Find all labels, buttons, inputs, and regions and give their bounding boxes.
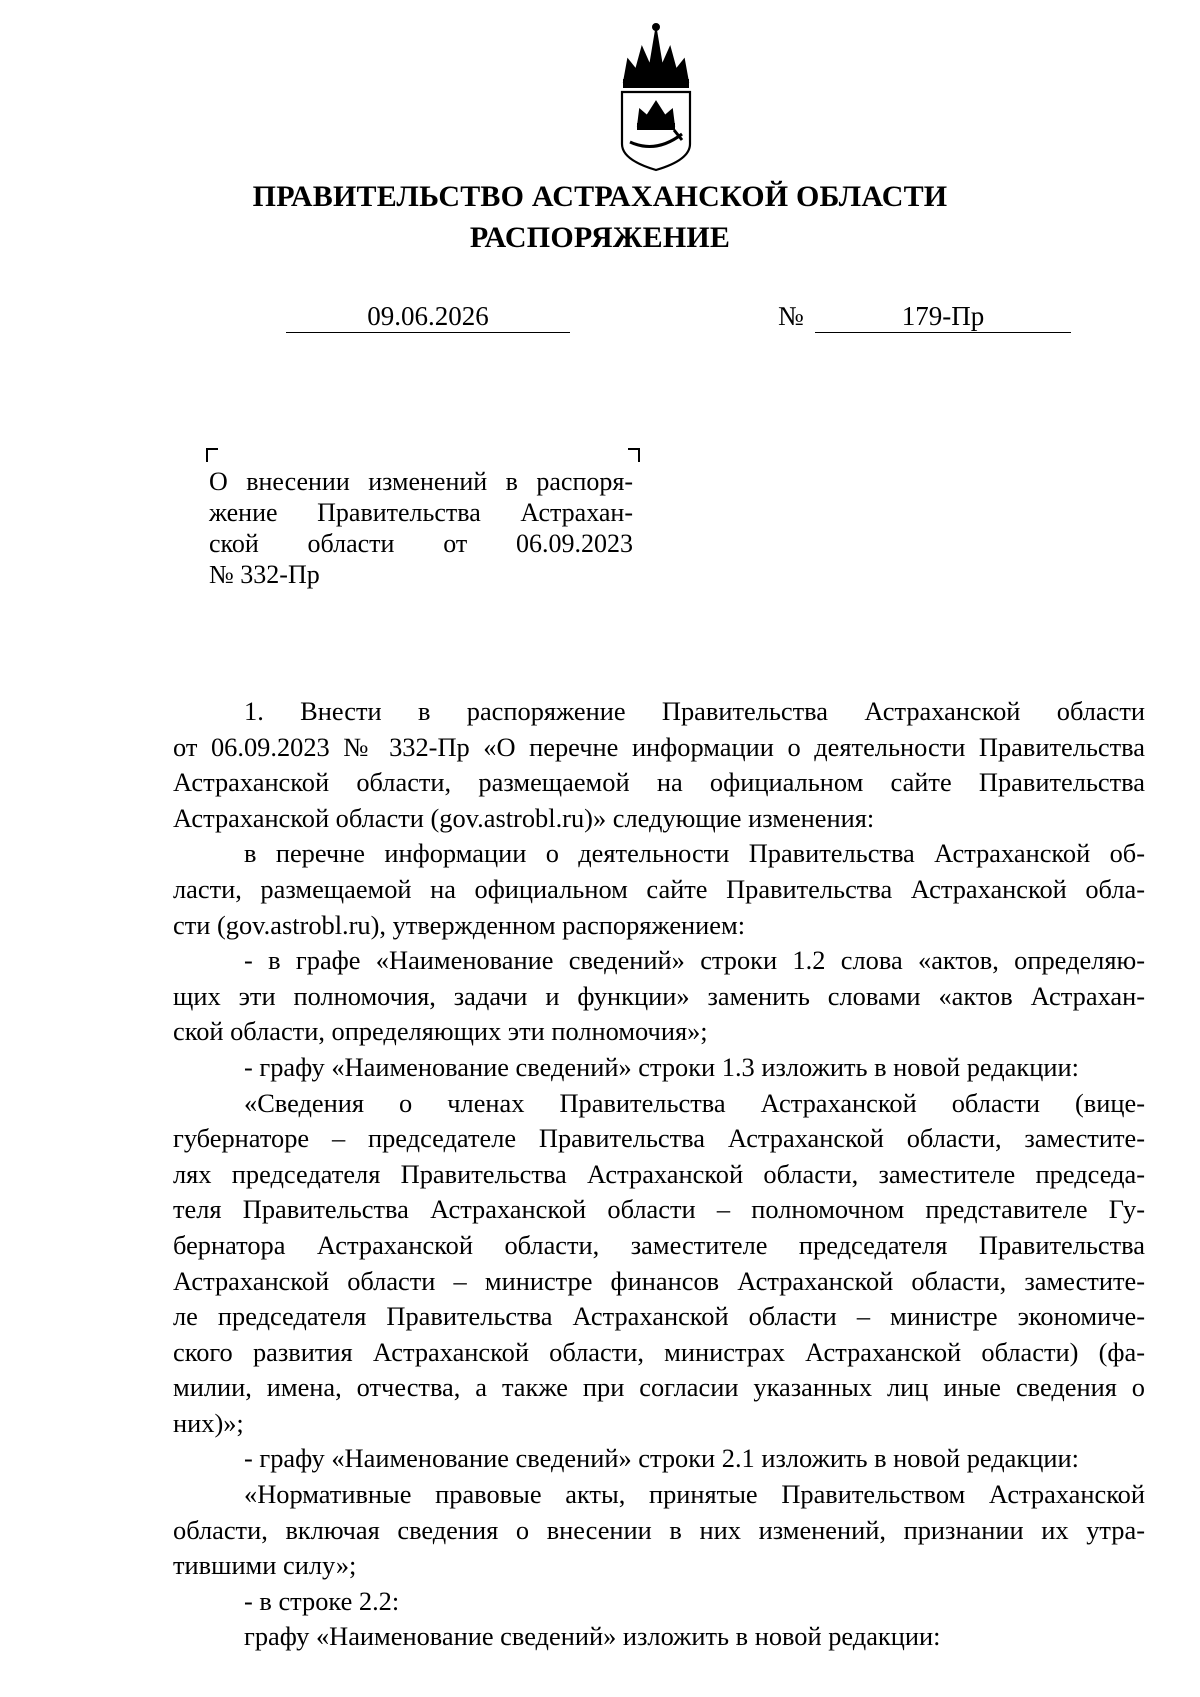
number-sign: № (778, 301, 804, 331)
document-number: 179-Пр (815, 300, 1071, 333)
body-line: сти (gov.astrobl.ru), утвержденном распоряжением: (173, 909, 746, 940)
subject-line: жение Правительства Астрахан- (209, 498, 633, 527)
body-line: теля Правительства Астраханской области – полномочном представителе Гу- (173, 1194, 1145, 1225)
subject-corner-right (628, 448, 640, 462)
body-line: графу «Наименование сведений» изложить в новой редакции: (244, 1621, 941, 1652)
body-line: Астраханской области, размещаемой на официальном сайте Правительства (173, 767, 1145, 798)
body-line: «Сведения о членах Правительства Астраханской области (вице- (244, 1087, 1145, 1118)
body-line: - графу «Наименование сведений» строки 1.3 изложить в новой редакции: (244, 1051, 1079, 1082)
body-line: - в графе «Наименование сведений» строки 1.2 слова «актов, определяю- (244, 945, 1145, 976)
body-line: области, включая сведения о внесении в них изменений, признании их утра- (173, 1514, 1145, 1545)
coat-of-arms-icon (614, 22, 698, 172)
document-type: РАСПОРЯЖЕНИЕ (469, 221, 731, 254)
body-line: ласти, размещаемой на официальном сайте Правительства Астраханской обла- (173, 873, 1145, 904)
body-line: 1. Внести в распоряжение Правительства Астраханской области (244, 696, 1145, 726)
body-line: в перечне информации о деятельности Правительства Астраханской об- (244, 838, 1145, 869)
body-line: Астраханской области (gov.astrobl.ru)» следующие изменения: (173, 802, 875, 833)
body-line: - графу «Наименование сведений» строки 2.1 изложить в новой редакции: (244, 1443, 1079, 1474)
document-date: 09.06.2026 (286, 300, 570, 333)
subject-line: № 332-Пр (209, 560, 320, 589)
body-line: ской области, определяющих эти полномочия»; (173, 1016, 708, 1047)
body-line: них)»; (173, 1407, 244, 1438)
body-line: бернатора Астраханской области, заместителе председателя Правительства (173, 1229, 1145, 1260)
body-line: «Нормативные правовые акты, принятые Правительством Астраханской (244, 1479, 1145, 1510)
document-body (173, 694, 1145, 1655)
subject-line: ской области от 06.09.2023 (209, 529, 633, 558)
body-line: Астраханской области – министре финансов Астраханской области, заместите- (173, 1265, 1145, 1296)
body-line: лях председателя Правительства Астраханской области, заместителе председа- (173, 1158, 1145, 1189)
org-name: ПРАВИТЕЛЬСТВО АСТРАХАНСКОЙ ОБЛАСТИ (252, 180, 948, 213)
body-line: ского развития Астраханской области, министрах Астраханской области) (фа- (173, 1336, 1145, 1367)
body-line: тившими силу»; (173, 1550, 357, 1581)
subject-line: О внесении изменений в распоря- (209, 467, 633, 496)
body-line: от 06.09.2023 № 332-Пр «О перечне информации о деятельности Правительства (173, 731, 1145, 762)
subject-block (209, 466, 633, 590)
body-line: - в строке 2.2: (244, 1585, 400, 1616)
body-line: ле председателя Правительства Астраханской области – министре экономиче- (173, 1301, 1145, 1332)
body-line: губернаторе – председателе Правительства Астраханской области, заместите- (173, 1123, 1145, 1154)
body-line: щих эти полномочия, задачи и функции» заменить словами «актов Астрахан- (173, 980, 1145, 1011)
subject-corner-left (206, 448, 218, 462)
body-line: милии, имена, отчества, а также при согласии указанных лиц иные сведения о (173, 1372, 1145, 1403)
